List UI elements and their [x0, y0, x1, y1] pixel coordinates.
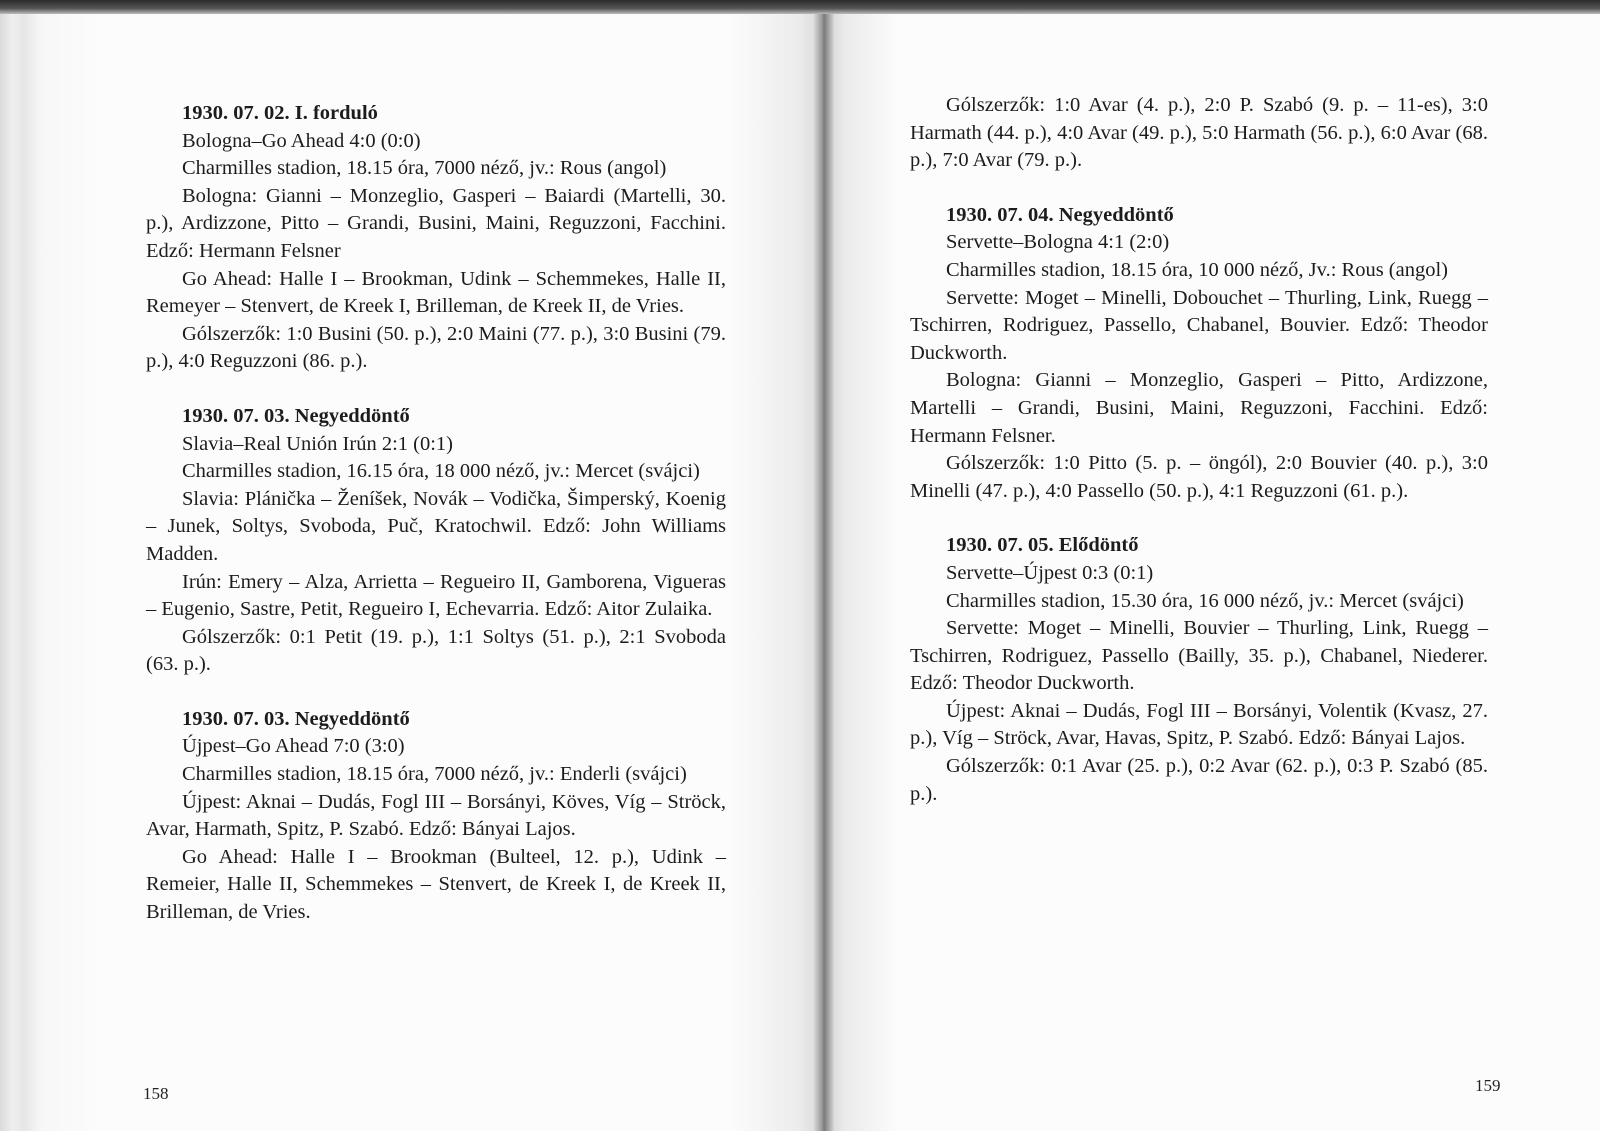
- match-heading: 1930. 07. 03. Negyeddöntő: [182, 404, 410, 427]
- match-heading: 1930. 07. 04. Negyeddöntő: [946, 203, 1174, 226]
- team-lineup: Újpest: Aknai – Dudás, Fogl III – Borsányi, Köves, Víg – Ströck, Avar, Harmath, Spitz, P. Szabó. Edző: Bányai Lajos.: [146, 790, 726, 841]
- match-venue: Charmilles stadion, 18.15 óra, 7000 néző, jv.: Enderli (svájci): [182, 763, 687, 786]
- match-block-1: [146, 100, 726, 376]
- book-top-edge: [0, 0, 1600, 14]
- team-lineup: Go Ahead: Halle I – Brookman, Udink – Schemmekes, Halle II, Remeyer – Stenvert, de Kreek I, Brilleman, de Kreek II, de Vries.: [146, 267, 726, 318]
- left-page-text: [146, 100, 726, 954]
- match-result: Servette–Újpest 0:3 (0:1): [946, 561, 1154, 584]
- match-venue: Charmilles stadion, 18.15 óra, 7000 néző, jv.: Rous (angol): [182, 157, 667, 180]
- page-number: 159: [1475, 1076, 1501, 1095]
- match-venue: Charmilles stadion, 16.15 óra, 18 000 néző, jv.: Mercet (svájci): [182, 460, 700, 483]
- match-scorers: Gólszerzők: 1:0 Avar (4. p.), 2:0 P. Szabó (9. p. – 11-es), 3:0 Harmath (44. p.), 4:0 Avar (49. p.), 5:0 Harmath (56. p.), 6:0 Avar (68. p.), 7:0 Avar (79. p.).: [910, 94, 1488, 172]
- match-venue: Charmilles stadion, 18.15 óra, 10 000 néző, Jv.: Rous (angol): [946, 258, 1448, 281]
- match-result: Slavia–Real Unión Irún 2:1 (0:1): [182, 432, 454, 455]
- book-edge: [0, 0, 40, 1131]
- continued-scorers-block: [910, 92, 1488, 175]
- match-block-5: [910, 532, 1488, 808]
- team-lineup: Bologna: Gianni – Monzeglio, Gasperi – Pitto, Ardizzone, Martelli – Grandi, Businі, Maini, Reguzzoni, Facchini. Edző: Hermann Felsner.: [910, 369, 1488, 447]
- match-venue: Charmilles stadion, 15.30 óra, 16 000 néző, jv.: Mercet (svájci): [946, 589, 1464, 612]
- team-lineup: Slavia: Plánička – Ženíšek, Novák – Vodička, Šimperský, Koenig – Junek, Soltys, Svoboda, Puč, Kratochwil. Edző: John Williams Madden.: [146, 487, 726, 565]
- left-page: [40, 8, 822, 1131]
- match-scorers: Gólszerzők: 0:1 Avar (25. p.), 0:2 Avar (62. p.), 0:3 P. Szabó (85. p.).: [910, 755, 1488, 805]
- match-block-2: [146, 403, 726, 679]
- team-lineup: Go Ahead: Halle I – Brookman (Bulteel, 12. p.), Udink – Remeier, Halle II, Schemmekes – Stenvert, de Kreek I, de Kreek II, Brilleman, de Vries.: [146, 845, 726, 924]
- match-heading: 1930. 07. 05. Elődöntő: [946, 534, 1139, 557]
- book-gutter: [812, 6, 834, 1131]
- match-heading: 1930. 07. 03. Negyeddöntő: [182, 707, 410, 730]
- right-page: [822, 8, 1600, 1131]
- page-number: 158: [143, 1084, 169, 1103]
- team-lineup: Újpest: Aknai – Dudás, Fogl III – Borsányi, Volentik (Kvasz, 27. p.), Víg – Ströck, Avar, Havas, Spitz, P. Szabó. Edző: Bányai Lajos.: [910, 699, 1488, 750]
- match-result: Bologna–Go Ahead 4:0 (0:0): [182, 129, 421, 152]
- match-result: Újpest–Go Ahead 7:0 (3:0): [182, 735, 405, 758]
- team-lineup: Bologna: Gianni – Monzeglio, Gasperi – Baiardi (Martelli, 30. p.), Ardizzone, Pitto – Grandi, Businі, Maini, Reguzzoni, Facchini. Edző: Hermann Felsner: [146, 184, 726, 262]
- match-result: Servette–Bologna 4:1 (2:0): [946, 231, 1170, 254]
- match-scorers: Gólszerzők: 0:1 Petit (19. p.), 1:1 Soltys (51. p.), 2:1 Svoboda (63. p.).: [146, 625, 726, 676]
- team-lineup: Irún: Emery – Alza, Arrietta – Regueiro II, Gamborena, Vigueras – Eugenio, Sastre, Petit, Regueiro I, Echevarria. Edző: Aitor Zulaika.: [146, 570, 726, 621]
- match-block-3: [146, 706, 726, 927]
- match-scorers: Gólszerzők: 1:0 Businі (50. p.), 2:0 Maini (77. p.), 3:0 Businі (79. p.), 4:0 Reguzzoni (86. p.).: [146, 322, 726, 373]
- match-scorers: Gólszerzők: 1:0 Pitto (5. p. – öngól), 2:0 Bouvier (40. p.), 3:0 Minelli (47. p.), 4:0 Passello (50. p.), 4:1 Reguzzoni (61. p.).: [910, 452, 1488, 502]
- match-block-4: [910, 202, 1488, 506]
- team-lineup: Servette: Moget – Minelli, Bouvier – Thurling, Link, Ruegg – Tschirren, Rodriguez, Passello (Bailly, 35. p.), Chabanel, Niederer. Edző: Theodor Duckworth.: [910, 617, 1488, 695]
- right-page-text: [910, 92, 1488, 835]
- team-lineup: Servette: Moget – Minelli, Dobouchet – Thurling, Link, Ruegg – Tschirren, Rodriguez, Passello, Chabanel, Bouvier. Edző: Theodor Duckworth.: [910, 286, 1488, 364]
- match-heading: 1930. 07. 02. I. forduló: [182, 102, 378, 124]
